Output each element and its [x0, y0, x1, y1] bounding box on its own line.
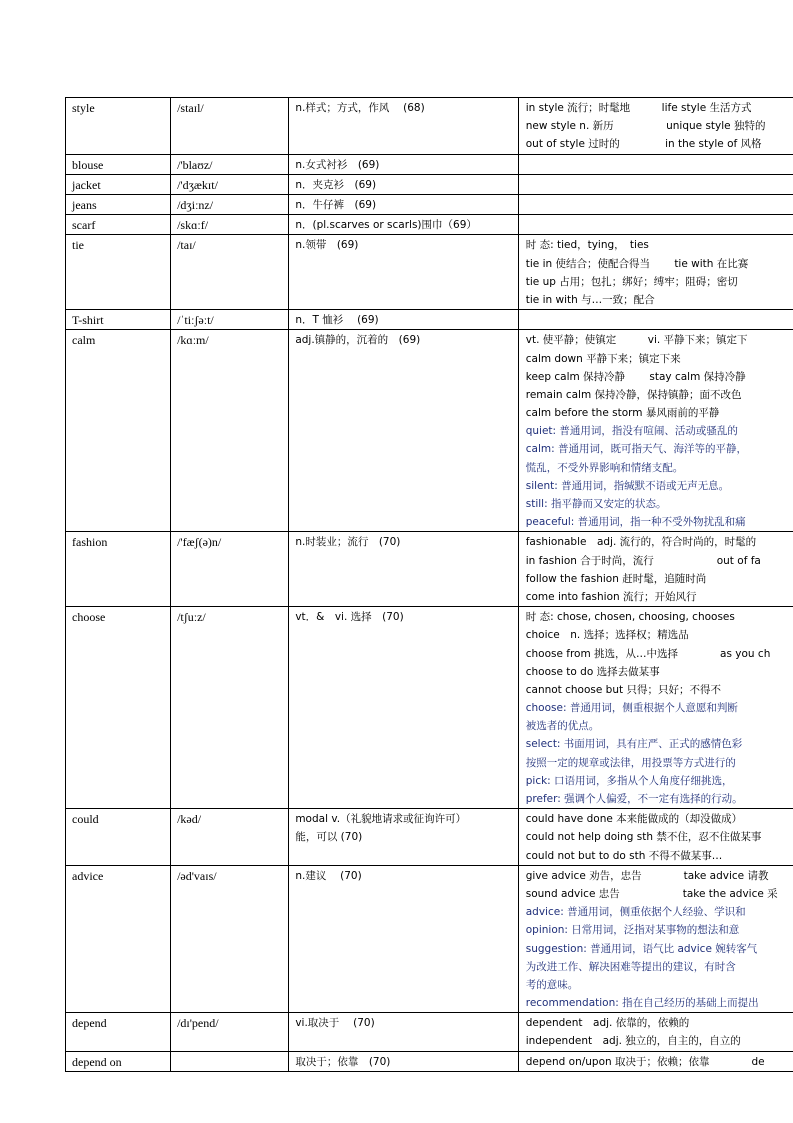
usage-note-line: recommendation: 指在自己经历的基础上而提出 [525, 997, 759, 1010]
meaning-cell [289, 194, 518, 214]
usage-line: independent adj. 独立的，自主的，自立的 [525, 1035, 741, 1048]
usage-line: new style n. 新历 unique style 独特的 [525, 120, 766, 133]
usage-note-line: select: 书面用词，具有庄严、正式的感情色彩 [525, 738, 743, 751]
table-row [66, 865, 793, 1013]
usage-cell [518, 215, 793, 235]
meaning-line: vt．& vi. 选择 (70) [295, 611, 404, 624]
usage-cell [518, 809, 793, 866]
usage-cell [518, 174, 793, 194]
usage-line: remain calm 保持冷静，保持镇静；面不改色 [525, 388, 742, 401]
meaning-cell [289, 215, 518, 235]
word-cell: depend [66, 1013, 171, 1051]
phonetic-cell [171, 1051, 289, 1071]
usage-cell [518, 310, 793, 330]
table-row [66, 154, 793, 174]
phonetic-cell: /'blaʊz/ [171, 154, 289, 174]
meaning-cell [289, 330, 518, 532]
usage-line: depend on/upon 取决于；依赖；依靠 de [525, 1055, 765, 1068]
usage-cell [518, 235, 793, 310]
usage-note-line: still: 指平静而又安定的状态。 [525, 498, 667, 511]
usage-note-line: calm: 普通用词，既可指天气、海洋等的平静， [525, 443, 747, 456]
word-cell: tie [66, 235, 171, 310]
meaning-line: modal v.（礼貌地请求或征询许可） [295, 813, 467, 826]
usage-note-line: choose: 普通用词，侧重根据个人意愿和判断 [525, 702, 738, 715]
table-row [66, 98, 793, 155]
usage-line: calm before the storm 暴风雨前的平静 [525, 407, 720, 420]
usage-cell [518, 194, 793, 214]
usage-line: 时 态: tied，tying， ties [525, 239, 649, 252]
table-row [66, 330, 793, 532]
usage-cell [518, 607, 793, 809]
table-row [66, 532, 793, 607]
meaning-line: n.领带 (69) [295, 239, 359, 252]
meaning-line: n．夹克衫 (69) [295, 178, 377, 191]
meaning-cell [289, 98, 518, 155]
meaning-cell [289, 532, 518, 607]
table-row [66, 1051, 793, 1071]
word-cell: choose [66, 607, 171, 809]
vocabulary-table-body [66, 98, 793, 1072]
vocabulary-table [65, 97, 793, 1072]
meaning-line: 取决于；依靠 (70) [295, 1055, 391, 1068]
usage-note-line: quiet: 普通用词，指没有喧闹、活动或骚乱的 [525, 425, 738, 438]
word-cell: T-shirt [66, 310, 171, 330]
usage-line: cannot choose but 只得；只好；不得不 [525, 683, 721, 696]
meaning-line: n.建议 (70) [295, 869, 362, 882]
usage-cell [518, 865, 793, 1013]
usage-line: dependent adj. 依靠的，依赖的 [525, 1017, 690, 1030]
usage-cell [518, 330, 793, 532]
word-cell: fashion [66, 532, 171, 607]
meaning-line: n.女式衬衫 (69) [295, 158, 380, 171]
usage-line: choice n. 选择；选择权；精选品 [525, 629, 689, 642]
word-cell: style [66, 98, 171, 155]
usage-line: sound advice 忠告 take the advice 采 [525, 887, 778, 900]
word-cell: blouse [66, 154, 171, 174]
meaning-cell [289, 607, 518, 809]
phonetic-cell: /'dʒækɪt/ [171, 174, 289, 194]
meaning-cell [289, 235, 518, 310]
usage-note-line: 按照一定的规章或法律，用投票等方式进行的 [525, 756, 736, 769]
phonetic-cell: /skɑːf/ [171, 215, 289, 235]
usage-line: keep calm 保持冷静 stay calm 保持冷静 [525, 370, 746, 383]
meaning-line: n．(pl.scarves or scarls)围巾（69） [295, 219, 477, 232]
meaning-cell [289, 154, 518, 174]
word-cell: scarf [66, 215, 171, 235]
word-cell: advice [66, 865, 171, 1013]
word-cell: calm [66, 330, 171, 532]
usage-line: tie in with 与…一致；配合 [525, 293, 655, 306]
usage-note-line: prefer: 强调个人偏爱，不一定有选择的行动。 [525, 793, 743, 806]
phonetic-cell: /dʒiːnz/ [171, 194, 289, 214]
table-row [66, 310, 793, 330]
word-cell: could [66, 809, 171, 866]
usage-line: tie in 使结合；使配合得当 tie with 在比赛 [525, 257, 749, 270]
word-cell: jeans [66, 194, 171, 214]
usage-note-line: 被选者的优点。 [525, 720, 600, 733]
meaning-cell [289, 809, 518, 866]
usage-cell [518, 154, 793, 174]
meaning-line: n.时装业；流行 (70) [295, 536, 401, 549]
usage-line: vt. 使平静；使镇定 vi. 平静下来；镇定下 [525, 334, 748, 347]
usage-cell [518, 532, 793, 607]
usage-note-line: pick: 口语用词，多指从个人角度仔细挑选， [525, 774, 733, 787]
phonetic-cell: /taɪ/ [171, 235, 289, 310]
usage-note-line: 考的意味。 [525, 978, 579, 991]
usage-line: give advice 劝告，忠告 take advice 请教 [525, 869, 769, 882]
table-row [66, 235, 793, 310]
meaning-line: n．T 恤衫 (69) [295, 314, 379, 327]
table-row [66, 194, 793, 214]
phonetic-cell: /staɪl/ [171, 98, 289, 155]
table-row [66, 607, 793, 809]
usage-line: in fashion 合于时尚，流行 out of fa [525, 554, 761, 567]
usage-line: could not help doing sth 禁不住，忍不住做某事 [525, 831, 762, 844]
meaning-line: n.样式；方式，作风 (68) [295, 102, 425, 114]
usage-note-line: advice: 普通用词，侧重依据个人经验、学识和 [525, 906, 746, 919]
meaning-line: adj.镇静的，沉着的 (69) [295, 334, 421, 347]
usage-line: tie up 占用；包扎；绑好；缚牢；阻碍；密切 [525, 275, 738, 288]
usage-cell [518, 98, 793, 155]
usage-cell [518, 1051, 793, 1071]
meaning-cell [289, 1051, 518, 1071]
meaning-line: vi.取决于 (70) [295, 1017, 375, 1030]
word-cell: depend on [66, 1051, 171, 1071]
usage-note-line: opinion: 日常用词，泛指对某事物的想法和意 [525, 924, 740, 937]
phonetic-cell: /tʃuːz/ [171, 607, 289, 809]
phonetic-cell: /kɑːm/ [171, 330, 289, 532]
phonetic-cell: /'fæʃ(ə)n/ [171, 532, 289, 607]
usage-note-line: silent: 普通用词，指缄默不语或无声无息。 [525, 479, 730, 492]
usage-note-line: 慌乱，不受外界影响和情绪支配。 [525, 461, 684, 474]
table-row [66, 1013, 793, 1051]
meaning-cell [289, 1013, 518, 1051]
word-cell: jacket [66, 174, 171, 194]
table-row [66, 174, 793, 194]
usage-line: come into fashion 流行；开始风行 [525, 590, 697, 603]
phonetic-cell: /əd'vaɪs/ [171, 865, 289, 1013]
meaning-cell [289, 865, 518, 1013]
usage-line: fashionable adj. 流行的，符合时尚的，时髦的 [525, 536, 757, 549]
usage-note-line: 为改进工作、解决困难等提出的建议，有时含 [525, 960, 736, 973]
phonetic-cell: /ˈtiːʃəːt/ [171, 310, 289, 330]
meaning-line: n．牛仔裤 (69) [295, 198, 377, 211]
usage-line: could not but to do sth 不得不做某事… [525, 849, 723, 862]
usage-line: follow the fashion 赶时髦，追随时尚 [525, 572, 707, 585]
usage-line: choose to do 选择去做某事 [525, 665, 660, 678]
meaning-line: 能，可以 (70) [295, 831, 363, 844]
phonetic-cell: /dɪ'pend/ [171, 1013, 289, 1051]
usage-line: calm down 平静下来；镇定下来 [525, 352, 681, 365]
meaning-cell [289, 174, 518, 194]
usage-note-line: peaceful: 普通用词，指一种不受外物扰乱和痛 [525, 516, 746, 529]
usage-line: out of style 过时的 in the style of 风格 [525, 138, 762, 151]
usage-line: choose from 挑选，从…中选择 as you ch [525, 647, 771, 660]
usage-note-line: suggestion: 普通用词，语气比 advice 婉转客气 [525, 942, 758, 955]
usage-line: could have done 本来能做成的（却没做成） [525, 813, 743, 826]
usage-cell [518, 1013, 793, 1051]
table-row [66, 215, 793, 235]
meaning-cell [289, 310, 518, 330]
usage-line: in style 流行；时髦地 life style 生活方式 [525, 102, 752, 114]
table-row [66, 809, 793, 866]
phonetic-cell: /kəd/ [171, 809, 289, 866]
usage-line: 时 态: chose, chosen, choosing, chooses [525, 611, 735, 624]
